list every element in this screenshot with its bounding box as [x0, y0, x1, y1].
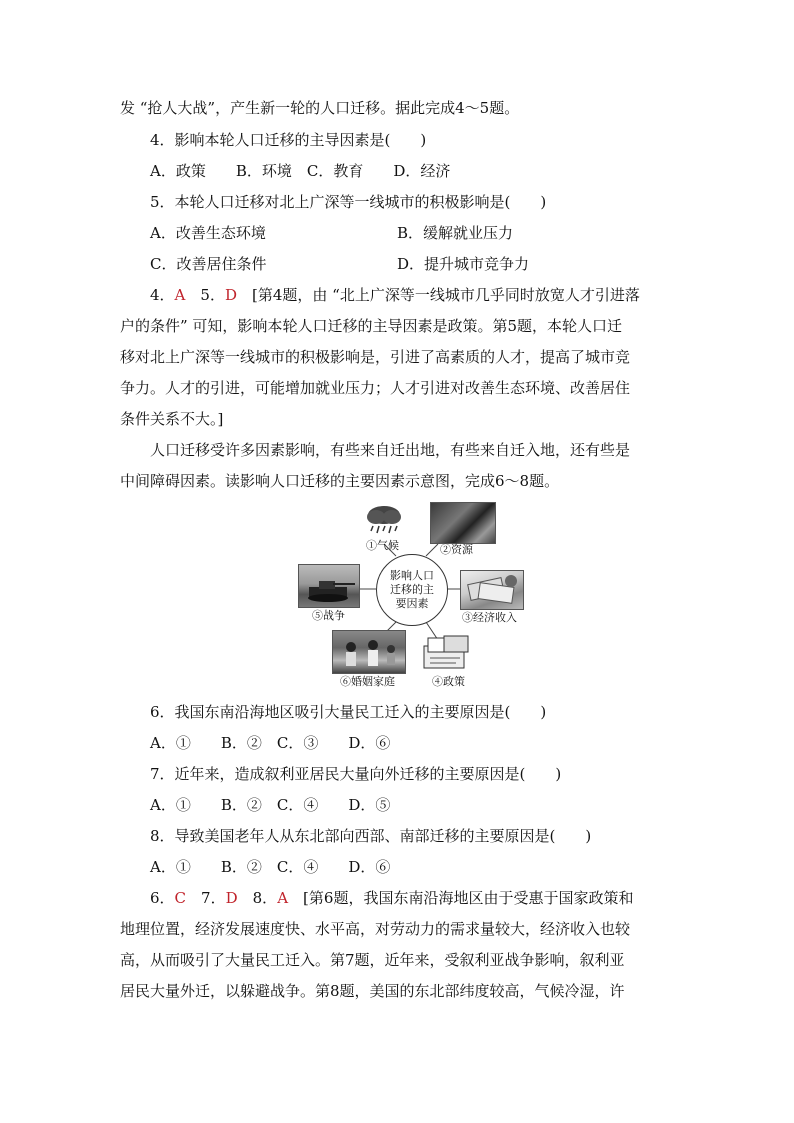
explanation-line: 户的条件” 可知，影响本轮人口迁移的主导因素是政策。第5题，本轮人口迁 [120, 317, 622, 335]
passage-line: 中间障碍因素。读影响人口迁移的主要因素示意图，完成6～8题。 [120, 472, 560, 490]
question-4: 4．影响本轮人口迁移的主导因素是( ) [150, 131, 427, 149]
explanation-line: 争力。人才的引进，可能增加就业压力；人才引进对改善生态环境、改善居住 [120, 379, 631, 397]
explanation-line: 条件关系不大。] [120, 410, 224, 428]
factor-label-resources: ②资源 [440, 543, 473, 556]
question-8: 8．导致美国老年人从东北部向西部、南部迁移的主要原因是( ) [150, 827, 592, 845]
answer-key: C [174, 889, 187, 907]
marriage-family-photo [332, 630, 406, 674]
diagram-center-node [376, 554, 448, 626]
factor-label-income: ③经济收入 [462, 611, 517, 624]
answer-key: D [225, 889, 238, 907]
answer-4-5 [150, 283, 640, 307]
resources-photo [430, 502, 496, 544]
q5-option-c: C．改善居住条件 [150, 255, 267, 273]
intro-line: 发 “抢人大战”，产生新一轮的人口迁移。据此完成4～5题。 [120, 99, 520, 117]
question-4-options: A．政策 B．环境 C．教育 D．经济 [150, 162, 451, 180]
factor-label-climate: ①气候 [366, 539, 399, 552]
answer-number: 6． [150, 889, 175, 907]
question-6: 6．我国东南沿海地区吸引大量民工迁入的主要原因是( ) [150, 703, 547, 721]
war-tank-photo [298, 564, 360, 608]
passage-line: 人口迁移受许多因素影响，有些来自迁出地，有些来自迁入地，还有些是 [150, 441, 631, 459]
factor-label-policy: ④政策 [432, 675, 465, 688]
answer-6-8 [150, 886, 633, 910]
explanation-line: 高，从而吸引了大量民工迁入。第7题，近年来，受叙利亚战争影响，叙利亚 [120, 951, 625, 969]
explanation-line: 移对北上广深等一线城市的积极影响是，引进了高素质的人才，提高了城市竞 [120, 348, 631, 366]
explanation-text: [第6题，我国东南沿海地区由于受惠于国家政策和 [303, 889, 634, 907]
explanation-text: [第4题，由 “北上广深等一线城市几乎同时放宽人才引进落 [252, 286, 640, 304]
migration-factors-diagram [296, 500, 528, 690]
question-5: 5．本轮人口迁移对北上广深等一线城市的积极影响是( ) [150, 193, 547, 211]
answer-number: 7． [201, 889, 226, 907]
answer-number: 5． [200, 286, 225, 304]
factor-label-marriage: ⑥婚姻家庭 [340, 675, 395, 688]
question-7-options: A．① B．② C．④ D．⑤ [150, 796, 391, 814]
q5-option-a: A．改善生态环境 [150, 224, 266, 242]
policy-documents-icon [420, 632, 472, 672]
answer-number: 4． [150, 286, 175, 304]
explanation-line: 居民大量外迁，以躲避战争。第8题，美国的东北部纬度较高，气候冷湿，许 [120, 982, 625, 1000]
answer-key: A [174, 286, 186, 304]
answer-number: 8． [252, 889, 278, 907]
q5-option-b: B．缓解就业压力 [397, 224, 514, 242]
factor-label-war: ⑤战争 [312, 609, 345, 622]
answer-key: D [224, 286, 237, 304]
q5-option-d: D．提升城市竞争力 [397, 255, 530, 273]
explanation-line: 地理位置，经济发展速度快、水平高，对劳动力的需求量较大，经济收入也较 [120, 920, 631, 938]
question-8-options: A．① B．② C．④ D．⑥ [150, 858, 391, 876]
diagram-center-label: 影响人口迁移的主要因素 [390, 569, 434, 610]
question-7: 7．近年来，造成叙利亚居民大量向外迁移的主要原因是( ) [150, 765, 562, 783]
income-money-photo [460, 570, 524, 610]
climate-cloud-icon [364, 504, 404, 538]
answer-key: A [277, 889, 289, 907]
question-6-options: A．① B．② C．③ D．⑥ [150, 734, 391, 752]
